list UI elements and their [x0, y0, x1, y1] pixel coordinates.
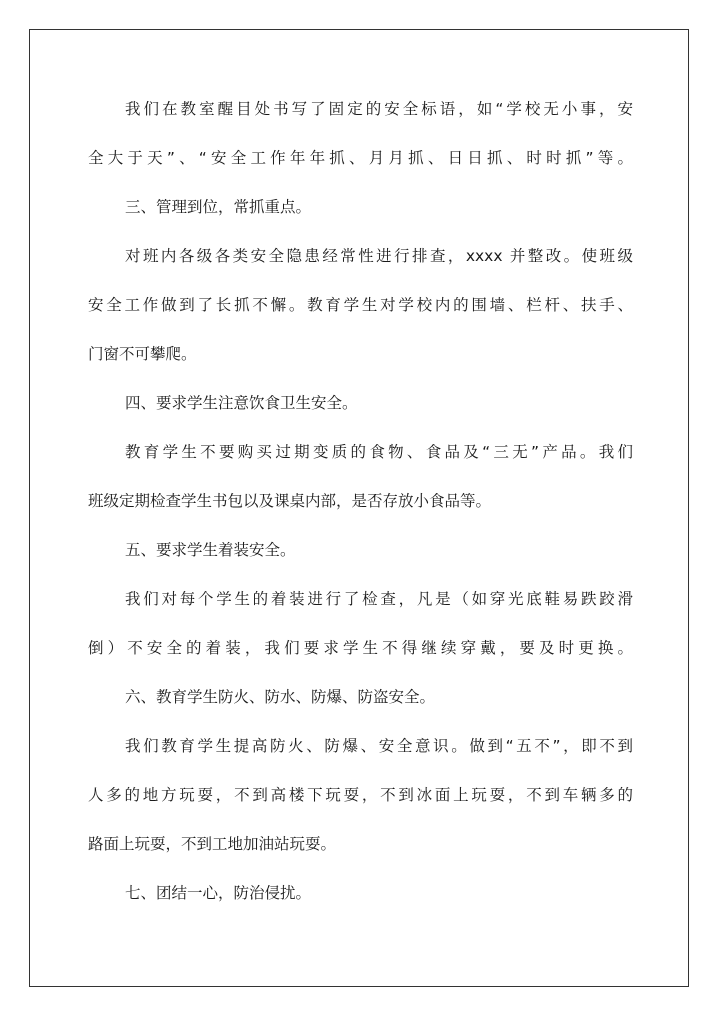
section-heading: 五、要求学生着装安全。	[125, 541, 296, 559]
paragraph-line: 路面上玩耍，不到工地加油站玩耍。	[88, 835, 337, 853]
paragraph-line: 我们对每个学生的着装进行了检查，凡是（如穿光底鞋易跌跤滑	[125, 590, 633, 608]
section-heading: 六、教育学生防火、防水、防爆、防盗安全。	[125, 688, 436, 706]
paragraph-line: 教育学生不要购买过期变质的食物、食品及“三无”产品。我们	[125, 443, 633, 461]
paragraph-line: 安全工作做到了长抓不懈。教育学生对学校内的围墙、栏杆、扶手、	[88, 296, 633, 314]
paragraph-line: 我们教育学生提高防火、防爆、安全意识。做到“五不”，即不到	[125, 737, 633, 755]
section-heading: 三、管理到位，常抓重点。	[125, 198, 312, 216]
section-heading: 四、要求学生注意饮食卫生安全。	[125, 394, 358, 412]
paragraph-line: 倒）不安全的着装，我们要求学生不得继续穿戴，要及时更换。	[88, 639, 633, 657]
paragraph-line: 全大于天”、“安全工作年年抓、月月抓、日日抓、时时抓”等。	[88, 149, 633, 167]
paragraph-line: 门窗不可攀爬。	[88, 345, 197, 363]
paragraph-line: 人多的地方玩耍，不到高楼下玩耍，不到冰面上玩耍，不到车辆多的	[88, 786, 633, 804]
paragraph-line: 班级定期检查学生书包以及课桌内部，是否存放小食品等。	[88, 492, 492, 510]
paragraph-line: 对班内各级各类安全隐患经常性进行排查，xxxx 并整改。使班级	[125, 247, 633, 265]
section-heading: 七、团结一心，防治侵扰。	[125, 884, 312, 902]
paragraph-line: 我们在教室醒目处书写了固定的安全标语，如“学校无小事，安	[125, 100, 633, 118]
